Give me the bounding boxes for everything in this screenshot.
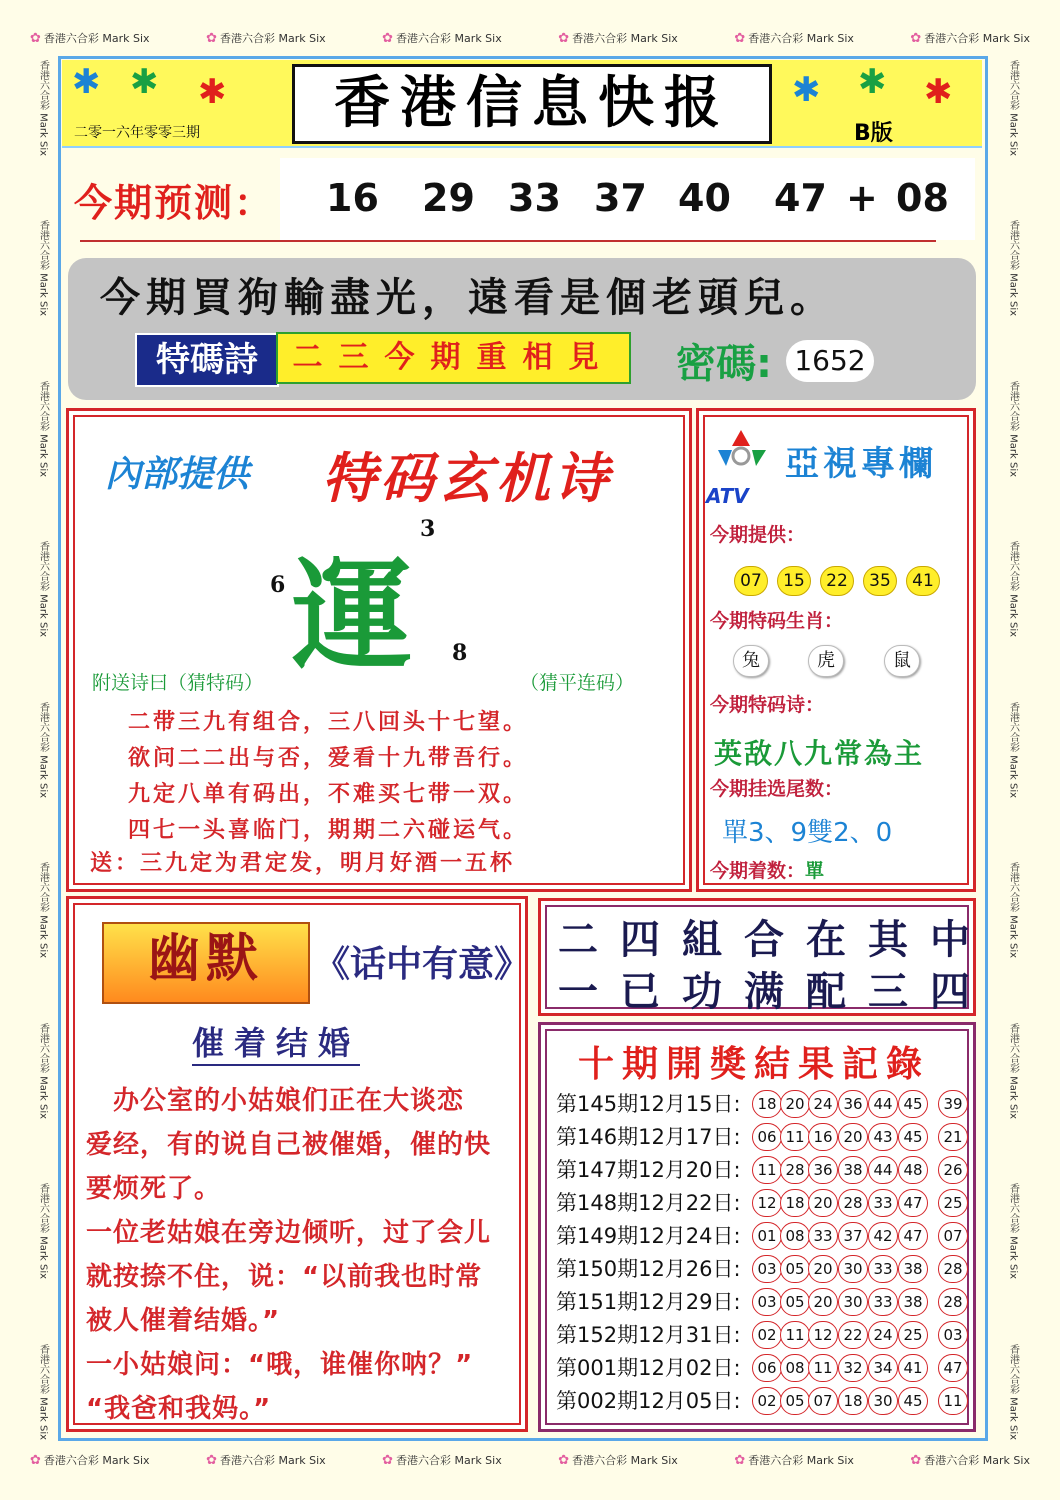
riddle-verse: 欲问二二出与否，爱看十九带吾行。: [128, 746, 529, 771]
border-label: 香港六合彩 Mark Six: [1007, 862, 1019, 959]
flower-icon: ✿: [206, 31, 217, 46]
border-label: 香港六合彩 Mark Six: [1007, 1183, 1019, 1280]
joke-line: 爱经，有的说自己被催婚，催的快: [86, 1130, 492, 1160]
results-ball: 11: [808, 1354, 838, 1382]
border-label: 香港六合彩 Mark Six: [37, 1183, 49, 1280]
results-special-ball: 47: [938, 1354, 968, 1382]
star-icon: ✱: [130, 62, 159, 102]
results-ball: 22: [838, 1321, 868, 1349]
atv-ball: 22: [820, 566, 854, 596]
results-ball: 05: [780, 1255, 810, 1283]
border-bottom: [30, 1446, 1030, 1474]
atv-number-value: 單: [805, 860, 825, 882]
results-ball: 24: [808, 1090, 838, 1118]
atv-tail-label: 今期挂选尾数：: [710, 778, 844, 800]
results-ball: 33: [868, 1255, 898, 1283]
results-row-label: 第146期12月17日:: [556, 1125, 741, 1149]
results-ball: 36: [838, 1090, 868, 1118]
atv-number-label: 今期着数：: [710, 860, 806, 882]
border-label: ✿ 香港六合彩 Mark Six: [382, 1453, 502, 1468]
border-label: ✿ 香港六合彩 Mark Six: [558, 31, 678, 46]
prediction-special: 08: [896, 176, 949, 220]
atv-zodiac: 鼠: [884, 645, 920, 677]
results-ball: 02: [752, 1321, 782, 1349]
star-icon: ✱: [72, 62, 101, 102]
flower-icon: ✿: [734, 31, 746, 46]
combo-line: 一已功满配三四: [558, 968, 992, 1015]
results-ball: 44: [868, 1156, 898, 1184]
flower-icon: ✿: [206, 1453, 217, 1468]
results-ball: 18: [780, 1189, 810, 1217]
results-row-label: 第148期12月22日:: [556, 1191, 741, 1215]
atv-zodiac: 虎: [808, 645, 844, 677]
results-special-ball: 07: [938, 1222, 968, 1250]
results-row: [556, 1253, 966, 1285]
border-label: ✿ 香港六合彩 Mark Six: [910, 31, 1030, 46]
results-special-ball: 03: [938, 1321, 968, 1349]
results-ball: 01: [752, 1222, 782, 1250]
results-special-ball: 28: [938, 1288, 968, 1316]
flower-icon: ✿: [558, 1453, 570, 1468]
joke-line: 一位老姑娘在旁边倾听，过了会儿: [86, 1218, 492, 1248]
results-ball: 08: [780, 1354, 810, 1382]
prediction-number: 40: [678, 176, 731, 220]
results-ball: 20: [808, 1288, 838, 1316]
border-right: [1000, 60, 1026, 1440]
results-ball: 08: [780, 1222, 810, 1250]
flower-icon: ✿: [382, 31, 394, 46]
results-ball: 03: [752, 1255, 782, 1283]
results-ball: 20: [808, 1255, 838, 1283]
riddle-subtitle-left: 附送诗曰（猜特码）: [92, 672, 264, 694]
issue-number: 二零一六年零零三期: [74, 125, 200, 141]
prediction-number: 47: [774, 176, 827, 220]
results-ball: 02: [752, 1387, 782, 1415]
border-label: 香港六合彩 Mark Six: [1007, 701, 1019, 798]
atv-ball: 15: [777, 566, 811, 596]
page-title: 香港信息快报: [292, 64, 772, 144]
border-label: ✿ 香港六合彩 Mark Six: [30, 1453, 150, 1468]
riddle-character: 運: [292, 545, 412, 686]
results-ball: 38: [898, 1288, 928, 1316]
atv-ball: 35: [863, 566, 897, 596]
results-ball: 44: [868, 1090, 898, 1118]
border-label: ✿ 香港六合彩 Mark Six: [30, 31, 150, 46]
flower-icon: ✿: [382, 1453, 394, 1468]
star-icon: ✱: [792, 70, 821, 110]
results-ball: 33: [808, 1222, 838, 1250]
results-ball: 45: [898, 1090, 928, 1118]
atv-number: [710, 856, 824, 883]
flower-icon: ✿: [558, 31, 570, 46]
results-row: [556, 1319, 966, 1351]
results-ball: 05: [780, 1288, 810, 1316]
prediction-plus: +: [846, 176, 878, 220]
border-left: [30, 60, 56, 1440]
joke-line: “我爸和我妈。”: [86, 1394, 272, 1424]
results-ball: 20: [808, 1189, 838, 1217]
results-row-label: 第151期12月29日:: [556, 1290, 741, 1314]
results-ball: 11: [752, 1156, 782, 1184]
results-ball: 38: [898, 1255, 928, 1283]
prediction-number: 29: [422, 176, 475, 220]
results-ball: 28: [838, 1189, 868, 1217]
results-row: [556, 1088, 966, 1120]
joke-line: 要烦死了。: [86, 1174, 222, 1204]
riddle-title: 特码玄机诗: [322, 447, 612, 510]
border-label: 香港六合彩 Mark Six: [37, 862, 49, 959]
atv-logo-text: ATV: [706, 484, 749, 508]
results-ball: 30: [868, 1387, 898, 1415]
results-title: 十期開獎結果記錄: [578, 1044, 931, 1085]
border-label: 香港六合彩 Mark Six: [1007, 541, 1019, 638]
flower-icon: ✿: [910, 31, 922, 46]
border-label: 香港六合彩 Mark Six: [37, 701, 49, 798]
secret-code-value: 1652: [786, 340, 874, 382]
border-label: ✿ 香港六合彩 Mark Six: [206, 1453, 326, 1468]
results-ball: 45: [898, 1387, 928, 1415]
border-top: [30, 24, 1030, 52]
results-ball: 33: [868, 1189, 898, 1217]
prediction-numbers: [280, 158, 975, 240]
divider: [80, 240, 936, 242]
border-label: ✿ 香港六合彩 Mark Six: [382, 31, 502, 46]
results-special-ball: 25: [938, 1189, 968, 1217]
border-label: 香港六合彩 Mark Six: [37, 541, 49, 638]
results-row: [556, 1286, 966, 1318]
riddle-verse: 送：三九定为君定发，明月好酒一五杯: [90, 851, 516, 876]
border-label: 香港六合彩 Mark Six: [1007, 220, 1019, 317]
atv-provide-label: 今期提供：: [710, 524, 806, 546]
flower-icon: ✿: [734, 1453, 746, 1468]
results-row-label: 第152期12月31日:: [556, 1323, 741, 1347]
results-ball: 24: [868, 1321, 898, 1349]
atv-ball: 41: [906, 566, 940, 596]
riddle-subtitle-right: （猜平连码）: [520, 672, 635, 694]
results-special-ball: 26: [938, 1156, 968, 1184]
star-icon: ✱: [858, 62, 887, 102]
joke-line: 一小姑娘问：“哦，谁催你呐？”: [86, 1350, 474, 1380]
results-ball: 33: [868, 1288, 898, 1316]
riddle-verse: 四七一头喜临门，期期二六碰运气。: [128, 818, 529, 843]
border-label: ✿ 香港六合彩 Mark Six: [734, 1453, 854, 1468]
results-ball: 34: [868, 1354, 898, 1382]
atv-poem: 英敌八九常為主: [714, 737, 925, 770]
atv-zodiac-label: 今期特码生肖：: [710, 610, 844, 632]
results-row-label: 第145期12月15日:: [556, 1092, 741, 1116]
results-ball: 30: [838, 1288, 868, 1316]
results-row-label: 第001期12月02日:: [556, 1356, 741, 1380]
joke-line: 被人催着结婚。”: [86, 1306, 281, 1336]
results-row: [556, 1352, 966, 1384]
border-label: ✿ 香港六合彩 Mark Six: [734, 31, 854, 46]
joke-line: 办公室的小姑娘们正在大谈恋: [86, 1086, 465, 1116]
results-ball: 30: [838, 1255, 868, 1283]
results-ball: 06: [752, 1354, 782, 1382]
results-ball: 36: [808, 1156, 838, 1184]
star-icon: ✱: [924, 72, 953, 112]
results-ball: 38: [838, 1156, 868, 1184]
results-special-ball: 28: [938, 1255, 968, 1283]
prediction-number: 33: [508, 176, 561, 220]
results-ball: 12: [752, 1189, 782, 1217]
results-ball: 45: [898, 1123, 928, 1151]
star-icon: ✱: [198, 72, 227, 112]
results-ball: 03: [752, 1288, 782, 1316]
results-ball: 32: [838, 1354, 868, 1382]
results-ball: 41: [898, 1354, 928, 1382]
results-row: [556, 1187, 966, 1219]
results-ball: 20: [838, 1123, 868, 1151]
flower-icon: ✿: [30, 1453, 41, 1468]
border-label: 香港六合彩 Mark Six: [1007, 1343, 1019, 1440]
combo-line: 二四組合在其中: [558, 916, 992, 963]
border-label: 香港六合彩 Mark Six: [37, 220, 49, 317]
results-special-ball: 39: [938, 1090, 968, 1118]
results-ball: 20: [780, 1090, 810, 1118]
joke-title: 催着结婚: [192, 1018, 360, 1066]
results-row-label: 第150期12月26日:: [556, 1257, 741, 1281]
results-ball: 18: [752, 1090, 782, 1118]
results-ball: 37: [838, 1222, 868, 1250]
special-poem-label: 特碼詩: [135, 333, 279, 387]
edition-label: B版: [854, 121, 893, 146]
results-ball: 47: [898, 1222, 928, 1250]
results-row: [556, 1220, 966, 1252]
riddle-digit-bottom: 8: [452, 640, 468, 666]
results-ball: 47: [898, 1189, 928, 1217]
results-row-label: 第002期12月05日:: [556, 1389, 741, 1413]
slogan: 今期買狗輸盡光，遠看是個老頭兒。: [100, 275, 836, 321]
results-row: [556, 1154, 966, 1186]
riddle-digit-top: 3: [420, 516, 436, 542]
results-ball: 06: [752, 1123, 782, 1151]
riddle-verse: 二带三九有组合，三八回头十七望。: [128, 710, 529, 735]
results-row-label: 第149期12月24日:: [556, 1224, 741, 1248]
riddle-digit-left: 6: [270, 572, 286, 598]
flower-icon: ✿: [910, 1453, 922, 1468]
results-row-label: 第147期12月20日:: [556, 1158, 741, 1182]
atv-title: 亞視專欄: [785, 444, 937, 484]
atv-poem-label: 今期特码诗：: [710, 694, 825, 716]
results-ball: 16: [808, 1123, 838, 1151]
humor-badge: 幽默: [102, 922, 310, 1004]
header: [62, 60, 982, 148]
results-ball: 11: [780, 1321, 810, 1349]
results-ball: 28: [780, 1156, 810, 1184]
humor-subtitle: 《话中有意》: [314, 944, 531, 985]
border-label: 香港六合彩 Mark Six: [1007, 380, 1019, 478]
results-ball: 18: [838, 1387, 868, 1415]
atv-logo-icon: [710, 426, 772, 476]
prediction-number: 37: [594, 176, 647, 220]
results-ball: 11: [780, 1123, 810, 1151]
special-poem-text: 二三今期重相見: [276, 332, 631, 384]
results-ball: 05: [780, 1387, 810, 1415]
results-ball: 43: [868, 1123, 898, 1151]
results-ball: 42: [868, 1222, 898, 1250]
border-label: ✿ 香港六合彩 Mark Six: [206, 31, 326, 46]
results-ball: 12: [808, 1321, 838, 1349]
results-special-ball: 21: [938, 1123, 968, 1151]
prediction-number: 16: [326, 176, 379, 220]
flower-icon: ✿: [30, 31, 41, 46]
border-label: 香港六合彩 Mark Six: [37, 60, 49, 157]
border-label: ✿ 香港六合彩 Mark Six: [558, 1453, 678, 1468]
joke-line: 就按捺不住，说：“以前我也时常: [86, 1262, 483, 1292]
atv-ball: 07: [734, 566, 768, 596]
prediction-label: 今期预测：: [74, 181, 275, 225]
results-special-ball: 11: [938, 1387, 968, 1415]
results-ball: 07: [808, 1387, 838, 1415]
results-row: [556, 1121, 966, 1153]
atv-tail: 單3、9雙2、0: [722, 818, 893, 848]
riddle-tag: 內部提供: [105, 454, 250, 495]
border-label: 香港六合彩 Mark Six: [37, 1022, 49, 1119]
results-row: [556, 1385, 966, 1417]
border-label: 香港六合彩 Mark Six: [1007, 60, 1019, 157]
border-label: 香港六合彩 Mark Six: [37, 380, 49, 478]
border-label: ✿ 香港六合彩 Mark Six: [910, 1453, 1030, 1468]
riddle-verse: 九定八单有码出，不难买七带一双。: [128, 782, 529, 807]
atv-zodiac: 兔: [733, 645, 769, 677]
border-label: 香港六合彩 Mark Six: [1007, 1022, 1019, 1119]
results-ball: 48: [898, 1156, 928, 1184]
results-ball: 25: [898, 1321, 928, 1349]
secret-code-label: 密碼:: [676, 341, 772, 387]
border-label: 香港六合彩 Mark Six: [37, 1343, 49, 1440]
